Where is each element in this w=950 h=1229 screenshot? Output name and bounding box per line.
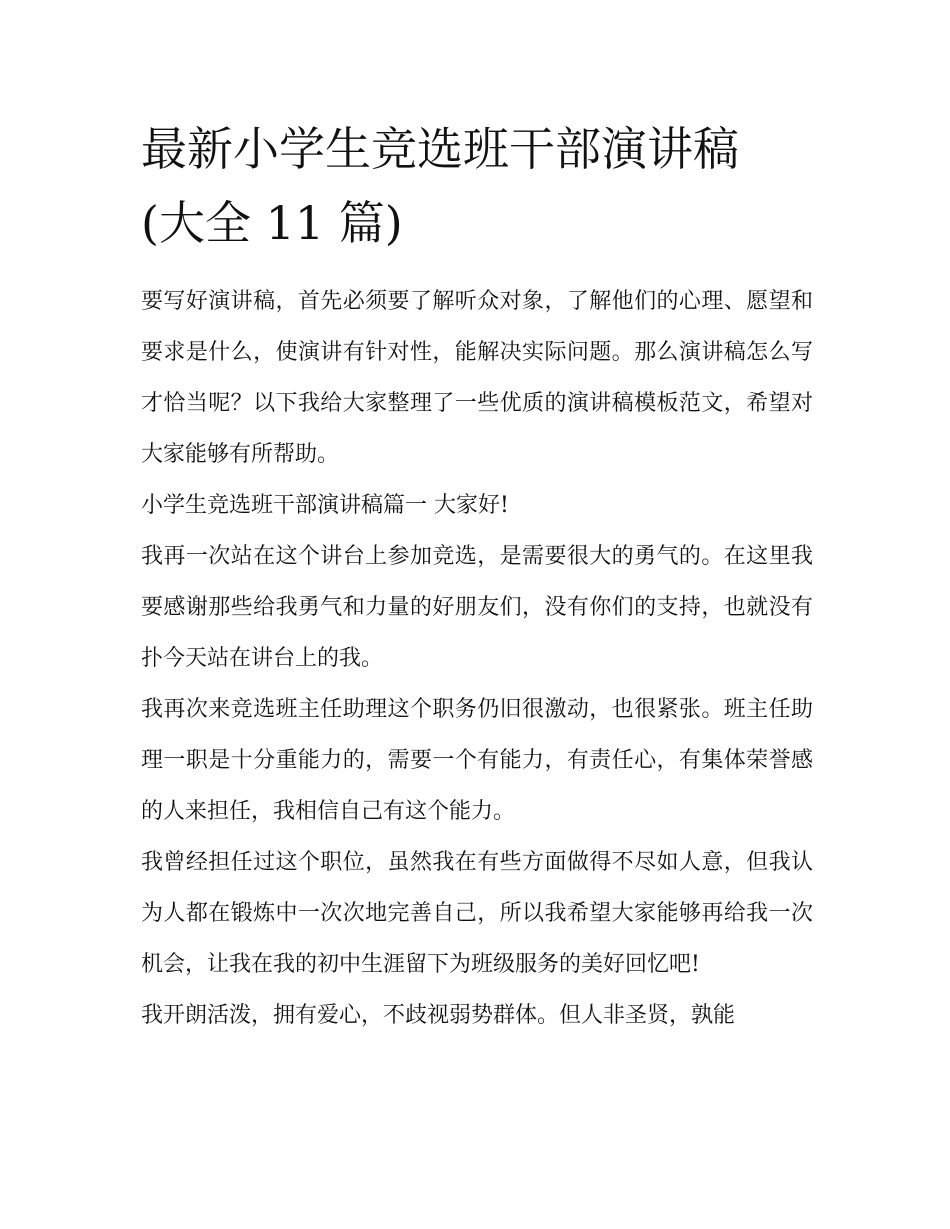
document-title (141, 112, 813, 260)
title-line-2: (大全 11 篇) (141, 196, 403, 250)
paragraph-section-heading: 小学生竞选班干部演讲稿篇一 大家好! (141, 493, 509, 518)
document-body (141, 112, 813, 1041)
paragraph: 我曾经担任过这个职位，虽然我在有些方面做得不尽如人意，但我认为人都在锻炼中一次次地完善自己，所以我希望大家能够再给我一次机会，让我在我的初中生涯留下为班级服务的美好回忆吧! (141, 850, 813, 977)
paragraph-partial: 我开朗活泼，拥有爱心，不歧视弱势群体。但人非圣贤，孰能 (141, 1003, 736, 1028)
paragraph: 我再一次站在这个讲台上参加竞选，是需要很大的勇气的。在这里我要感谢那些给我勇气和力量的好朋友们，没有你们的支持，也就没有扑今天站在讲台上的我。 (141, 544, 813, 671)
paragraph: 我再次来竞选班主任助理这个职务仍旧很激动，也很紧张。班主任助理一职是十分重能力的，需要一个有能力，有责任心，有集体荣誉感的人来担任，我相信自己有这个能力。 (141, 697, 813, 824)
paragraph-intro: 要写好演讲稿，首先必须要了解听众对象，了解他们的心理、愿望和要求是什么，使演讲有针对性，能解决实际问题。那么演讲稿怎么写才恰当呢？以下我给大家整理了一些优质的演讲稿模板范文，希望对大家能够有所帮助。 (141, 289, 813, 467)
title-line-1: 最新小学生竞选班干部演讲稿 (141, 122, 739, 176)
